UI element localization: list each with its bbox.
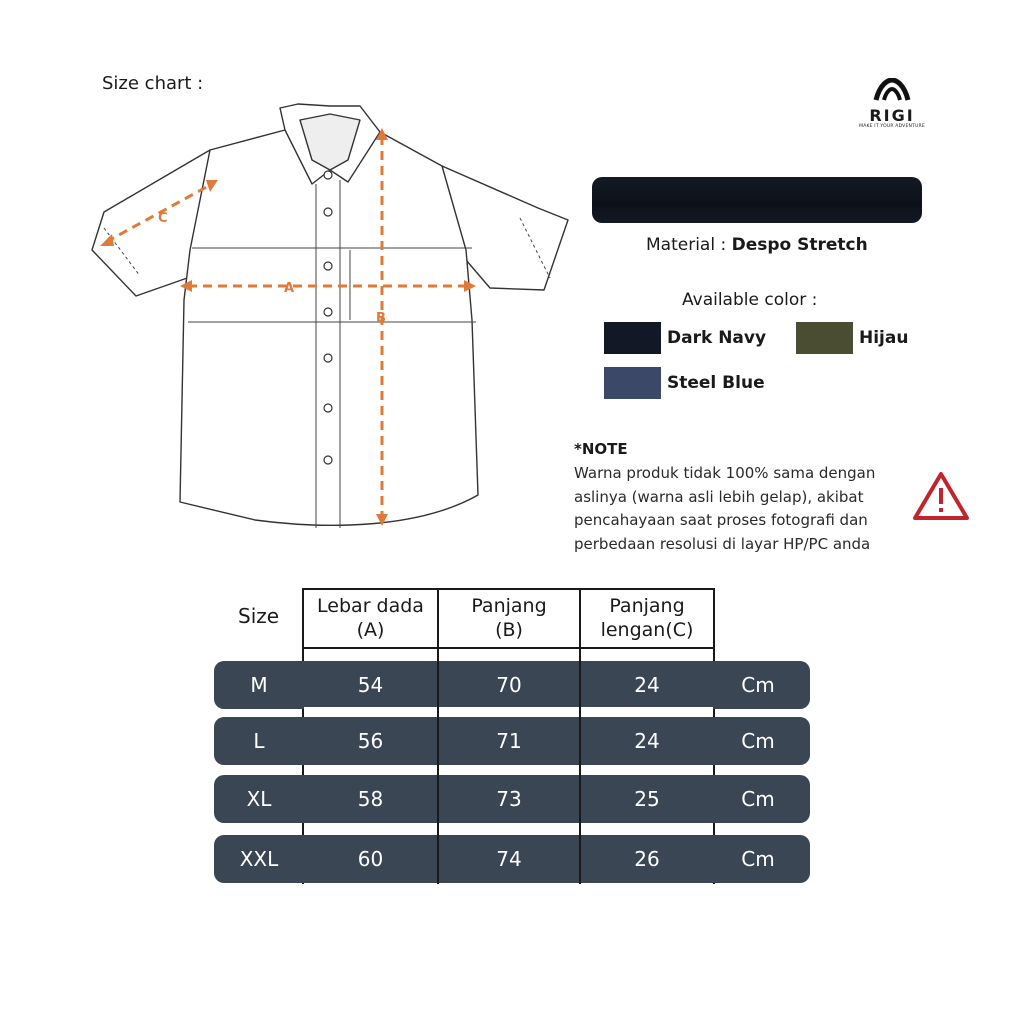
note-text xyxy=(574,462,914,556)
cell-size: M xyxy=(250,673,268,697)
warning-icon xyxy=(912,470,970,522)
color-dark-navy xyxy=(604,322,766,354)
header-line: Panjang xyxy=(609,595,685,617)
size-column-header: Size xyxy=(238,604,280,628)
header-chest-width xyxy=(302,588,439,649)
cell-b: 70 xyxy=(496,673,522,697)
shirt-diagram xyxy=(80,100,580,540)
color-steel-blue xyxy=(604,367,765,399)
cell-unit: Cm xyxy=(741,787,775,811)
material-value: Despo Stretch xyxy=(731,235,868,255)
brand-emblem-icon xyxy=(872,78,912,104)
cell-size: L xyxy=(253,729,265,753)
page-title: Size chart : xyxy=(102,73,204,94)
header-line: Lebar dada xyxy=(317,595,424,617)
color-chip xyxy=(604,367,661,399)
cell-c: 24 xyxy=(634,729,660,753)
available-color-label: Available color : xyxy=(682,290,818,310)
cell-b: 73 xyxy=(496,787,522,811)
cell-unit: Cm xyxy=(741,847,775,871)
cell-a: 54 xyxy=(357,673,384,697)
brand-logo xyxy=(858,78,926,130)
cell-b: 71 xyxy=(496,729,522,753)
material-label: Material : xyxy=(646,235,727,255)
cell-c: 25 xyxy=(634,787,660,811)
brand-tagline: MAKE IT YOUR ADVENTURE xyxy=(859,124,925,129)
header-line: Panjang xyxy=(471,595,547,617)
brand-name: RIGI xyxy=(869,106,915,125)
color-hijau xyxy=(796,322,908,354)
note-line: Warna produk tidak 100% sama dengan xyxy=(574,464,876,482)
note-title: *NOTE xyxy=(574,440,628,458)
cell-a: 58 xyxy=(357,787,384,811)
note-line: aslinya (warna asli lebih gelap), akibat xyxy=(574,487,864,506)
label-c: C xyxy=(158,211,168,226)
shirt-body xyxy=(180,130,478,525)
color-chip xyxy=(604,322,661,354)
header-length xyxy=(437,588,581,649)
note-line: perbedaan resolusi di layar HP/PC anda xyxy=(574,534,871,553)
cell-c: 24 xyxy=(634,673,660,697)
note-line: pencahayaan saat proses fotografi dan xyxy=(574,511,868,529)
header-line: (B) xyxy=(495,619,523,641)
header-line: lengan(C) xyxy=(600,619,694,641)
color-chip xyxy=(796,322,853,354)
cell-size: XL xyxy=(246,787,272,811)
material-info xyxy=(646,235,868,255)
label-b: B xyxy=(376,311,386,326)
header-line: (A) xyxy=(356,619,385,641)
cell-size: XXL xyxy=(239,847,279,871)
cell-a: 56 xyxy=(357,729,384,753)
color-name: Steel Blue xyxy=(667,373,765,393)
color-name: Hijau xyxy=(859,328,909,348)
label-a: A xyxy=(284,281,295,296)
cell-unit: Cm xyxy=(741,729,775,753)
cell-b: 74 xyxy=(496,847,522,871)
cell-unit: Cm xyxy=(741,673,775,697)
color-name: Dark Navy xyxy=(667,328,767,348)
cell-a: 60 xyxy=(357,847,384,871)
header-sleeve-length xyxy=(579,588,715,649)
cell-c: 26 xyxy=(634,847,660,871)
material-swatch xyxy=(592,177,922,223)
